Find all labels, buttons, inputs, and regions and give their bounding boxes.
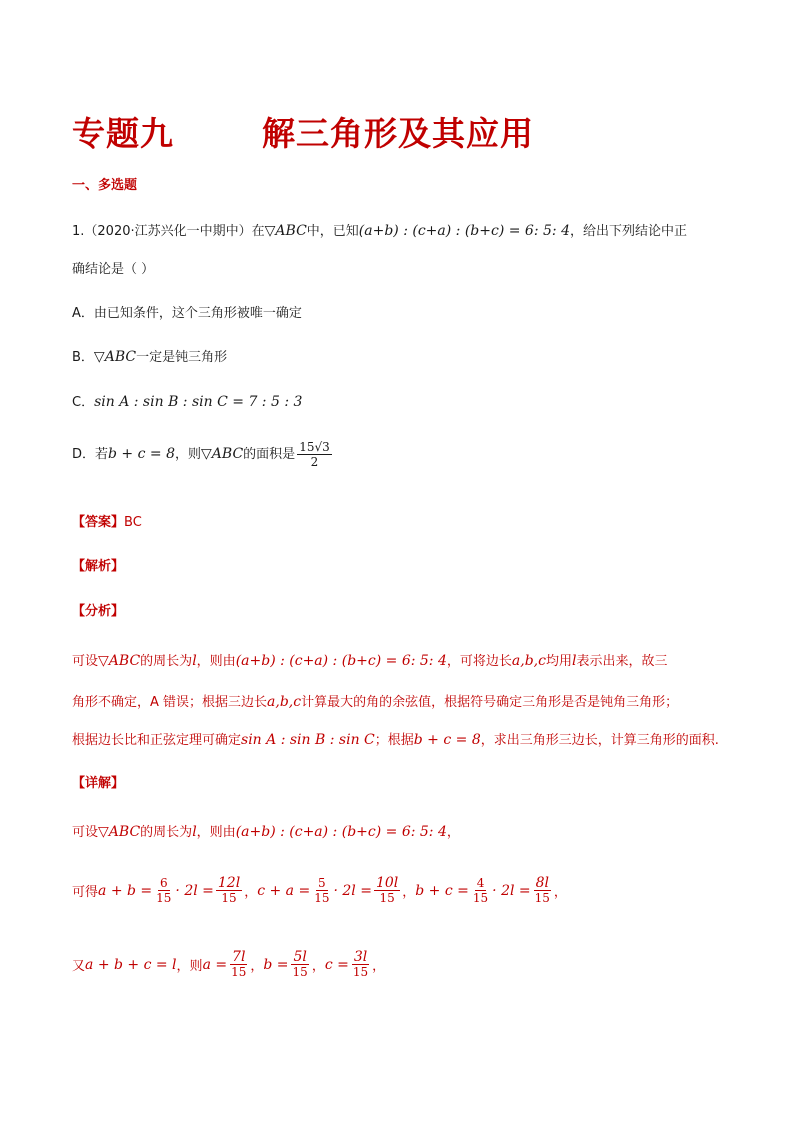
analysis-text: 可设 <box>72 654 99 669</box>
title-topic-name: 解三角形及其应用 <box>262 114 534 153</box>
detail-text: ，则由 <box>196 825 236 840</box>
fraction-numerator: 10l <box>375 875 399 891</box>
triangle-name: ABC <box>211 446 244 462</box>
fraction-numerator: 5 <box>318 876 326 890</box>
detail-line3 <box>72 950 385 979</box>
fraction-denominator: 15 <box>231 965 247 979</box>
separator: ， <box>553 885 567 900</box>
separator: ， <box>372 959 386 974</box>
analysis-line1 <box>72 650 667 669</box>
detail-text: ，则 <box>176 959 203 974</box>
fraction-numerator: 7l <box>232 949 246 965</box>
triangle-symbol: ▽ <box>93 349 105 365</box>
option-d-text: ，则 <box>175 447 202 462</box>
analysis-text: 均用 <box>545 654 572 669</box>
option-b-text: 一定是钝三角形 <box>136 350 228 365</box>
side-a-lhs: a = <box>202 956 228 973</box>
option-c-label: C． <box>72 395 95 410</box>
fraction-denominator: 15 <box>379 891 395 905</box>
ratio-expression: (a+b) : (c+a) : (b+c) = 6: 5: 4 <box>235 653 447 669</box>
fraction-denominator: 15 <box>314 891 330 905</box>
analysis-text: 的周长为 <box>140 654 193 669</box>
question-stem-line1 <box>72 220 687 239</box>
fraction <box>216 876 242 905</box>
triangle-symbol: ▽ <box>98 653 109 669</box>
analysis-tag: 【解析】 <box>72 559 125 574</box>
detail-text: 可设 <box>72 825 99 840</box>
equation-lhs: b + c = <box>415 882 469 899</box>
equation-term: · 2l = <box>175 882 214 899</box>
detail-text: ， <box>446 825 460 840</box>
title-topic-number: 专题九 <box>72 114 174 153</box>
area-fraction <box>297 440 332 469</box>
option-c <box>72 391 302 410</box>
detail-text: 又 <box>72 959 86 974</box>
option-d <box>72 440 334 469</box>
detail-text: 的周长为 <box>140 825 193 840</box>
fraction-numerator: 15√3 <box>299 440 330 454</box>
fraction <box>374 876 400 905</box>
option-d-label: D．若 <box>72 447 109 462</box>
fraction <box>291 950 310 979</box>
fraction-numerator: 3l <box>353 949 368 965</box>
triangle-symbol: ▽ <box>201 446 212 462</box>
analysis-text: 表示出来，故三 <box>576 654 668 669</box>
fraction-denominator: 15 <box>292 965 308 979</box>
question-text: ，给出下列结论中正 <box>569 224 687 239</box>
fraction <box>154 876 173 905</box>
separator: ， <box>244 885 258 900</box>
fraction-denominator: 2 <box>310 455 319 469</box>
fraction-denominator: 15 <box>352 965 369 979</box>
separator: ， <box>250 959 264 974</box>
separator: ， <box>402 885 416 900</box>
equation-term: · 2l = <box>333 882 372 899</box>
answer-value: BC <box>124 515 142 530</box>
analysis-text: 计算最大的角的余弦值，根据符号确定三角形是否是钝角三角形； <box>301 695 679 710</box>
analysis-text: 根据边长比和正弦定理可确定 <box>72 733 242 748</box>
fraction-denominator: 15 <box>472 891 489 905</box>
fraction-numerator: 12l <box>217 875 241 891</box>
analysis-line2 <box>72 691 678 710</box>
fraction-numerator: 4 <box>476 876 485 890</box>
detail-line1 <box>72 821 460 840</box>
triangle-name: ABC <box>108 824 141 840</box>
ratio-expression: (a+b) : (c+a) : (b+c) = 6: 5: 4 <box>235 824 447 840</box>
analysis-text: ，则由 <box>196 654 236 669</box>
equation-lhs: a + b = <box>98 882 153 899</box>
fraction-numerator: 6 <box>159 876 168 890</box>
sine-ratio-expression: sin A : sin B : sin C <box>241 732 375 748</box>
triangle-name: ABC <box>104 349 137 365</box>
side-b-lhs: b = <box>263 956 289 973</box>
option-d-condition: b + c = 8 <box>108 446 175 462</box>
detail-tag: 【详解】 <box>72 776 125 791</box>
question-text: 中，已知 <box>306 224 359 239</box>
fraction <box>229 950 248 979</box>
triangle-name: ABC <box>108 653 141 669</box>
section-heading: 一、多选题 <box>72 178 138 193</box>
side-c-lhs: c = <box>324 956 349 973</box>
detail-line2 <box>72 876 567 905</box>
fraction-numerator: 8l <box>535 875 549 891</box>
perimeter-symbol: l <box>571 653 577 669</box>
fraction-denominator: 15 <box>156 891 172 905</box>
fraction-denominator: 15 <box>534 891 550 905</box>
sum-equation: a + b + c = l <box>85 956 177 973</box>
ratio-expression: (a+b) : (c+a) : (b+c) = 6: 5: 4 <box>358 223 570 239</box>
perimeter-symbol: l <box>192 653 197 669</box>
option-b-label: B． <box>72 350 94 365</box>
fraction <box>471 876 490 905</box>
fraction <box>312 876 331 905</box>
reasoning-tag: 【分析】 <box>72 604 125 619</box>
option-b <box>72 346 227 365</box>
perimeter-symbol: l <box>192 824 197 840</box>
sides-symbols: a,b,c <box>511 653 546 669</box>
sides-symbols: a,b,c <box>267 694 302 710</box>
answer-line <box>72 511 142 530</box>
option-a: A．由已知条件，这个三角形被唯一确定 <box>72 306 302 321</box>
fraction-denominator: 15 <box>221 891 237 905</box>
sum-condition: b + c = 8 <box>413 732 481 748</box>
analysis-line3 <box>72 729 719 748</box>
question-stem-line2: 确结论是（ ） <box>72 262 155 277</box>
triangle-symbol: ▽ <box>98 824 109 840</box>
equation-term: · 2l = <box>492 882 531 899</box>
triangle-name: ABC <box>275 223 307 239</box>
fraction-numerator: 5l <box>293 949 307 965</box>
option-d-text: 的面积是 <box>243 447 296 462</box>
equation-lhs: c + a = <box>257 882 311 899</box>
answer-tag: 【答案】 <box>72 515 125 530</box>
detail-text: 可得 <box>72 885 99 900</box>
fraction <box>351 950 370 979</box>
analysis-text: ；根据 <box>374 733 414 748</box>
analysis-text: 角形不确定，A 错误；根据三边长 <box>72 695 268 710</box>
triangle-symbol: ▽ <box>264 223 276 239</box>
fraction <box>533 876 552 905</box>
analysis-text: ，可将边长 <box>446 654 512 669</box>
question-source: 1.（2020·江苏兴化一中期中）在 <box>72 224 265 239</box>
separator: ， <box>311 959 325 974</box>
option-c-expression: sin A : sin B : sin C = 7 : 5 : 3 <box>94 394 303 410</box>
analysis-text: ，求出三角形三边长，计算三角形的面积. <box>480 733 719 748</box>
